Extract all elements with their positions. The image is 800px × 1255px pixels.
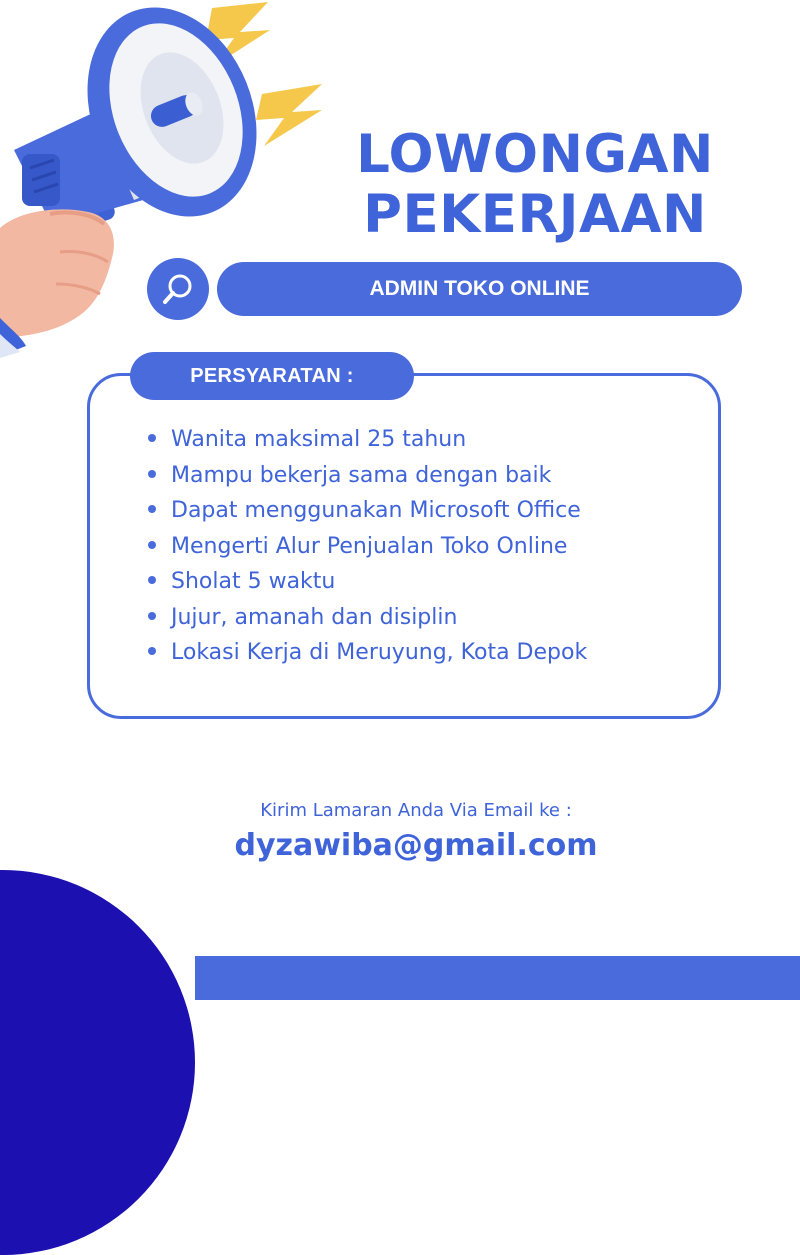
headline-line-1: LOWONGAN <box>356 124 714 185</box>
list-item: Mampu bekerja sama dengan baik <box>148 458 587 494</box>
list-item: Wanita maksimal 25 tahun <box>148 422 587 458</box>
headline-line-2: PEKERJAAN <box>363 184 707 245</box>
headline <box>330 125 740 245</box>
bullet-icon <box>148 434 156 442</box>
position-title: ADMIN TOKO ONLINE <box>217 262 742 316</box>
bullet-icon <box>148 647 156 655</box>
search-badge <box>147 258 209 320</box>
list-item: Mengerti Alur Penjualan Toko Online <box>148 529 587 565</box>
bullet-icon <box>148 541 156 549</box>
requirements-list <box>148 422 587 671</box>
megaphone-illustration <box>0 0 340 380</box>
bullet-icon <box>148 612 156 620</box>
contact-email: dyzawiba@gmail.com <box>234 828 598 863</box>
decorative-bar <box>195 956 800 1000</box>
bullet-icon <box>148 470 156 478</box>
list-item: Jujur, amanah dan disiplin <box>148 600 587 636</box>
contact-label: Kirim Lamaran Anda Via Email ke : <box>260 800 572 821</box>
requirements-heading: PERSYARATAN : <box>130 352 414 400</box>
list-item: Sholat 5 waktu <box>148 564 587 600</box>
list-item: Lokasi Kerja di Meruyung, Kota Depok <box>148 635 587 671</box>
decorative-circle <box>0 870 195 1255</box>
bullet-icon <box>148 505 156 513</box>
bullet-icon <box>148 576 156 584</box>
search-icon <box>160 271 196 307</box>
list-item: Dapat menggunakan Microsoft Office <box>148 493 587 529</box>
